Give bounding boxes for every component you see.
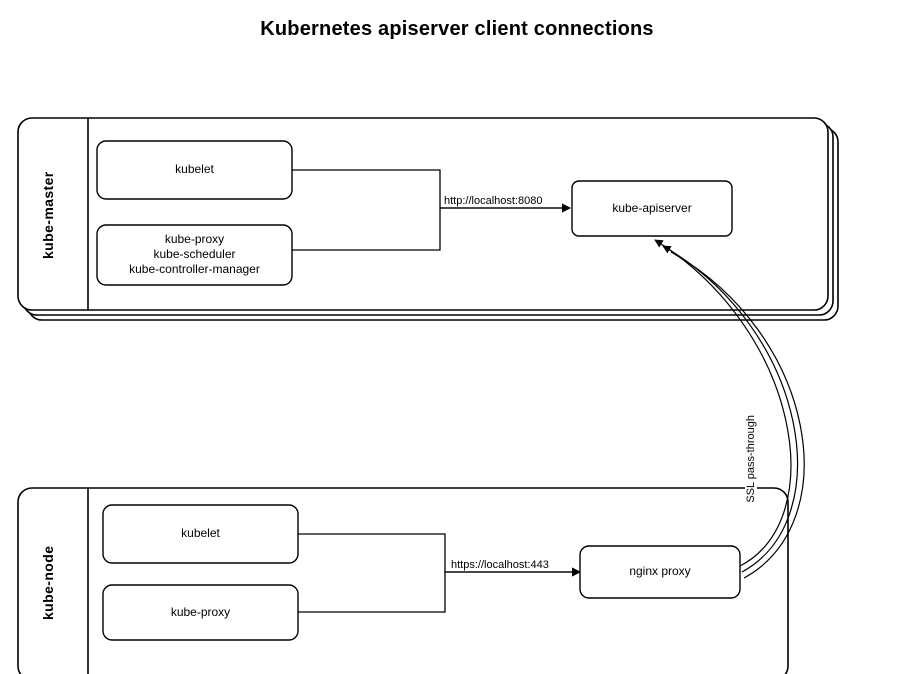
box-nginx-proxy (580, 546, 740, 598)
edge-label-http-localhost-8080: http://localhost:8080 (444, 195, 543, 207)
box-control-plane-components (97, 225, 292, 285)
edge-label-https-localhost-443: https://localhost:443 (451, 559, 549, 571)
box-kube-apiserver (572, 181, 732, 236)
label-kubelet-master: kubelet (175, 162, 214, 176)
box-kubelet-node (103, 505, 298, 563)
label-kubelet-node: kubelet (181, 526, 220, 540)
group-label-kube-node: kube-node (40, 545, 56, 620)
label-control-plane-components: kube-proxy kube-scheduler kube-controller-manager (129, 232, 260, 276)
page-title: Kubernetes apiserver client connections (260, 18, 654, 40)
edge-label-ssl-pass-through: SSL pass-through (745, 415, 757, 503)
label-kube-proxy-node: kube-proxy (170, 605, 231, 619)
box-kube-proxy-node (103, 585, 298, 640)
label-nginx-proxy: nginx proxy (629, 564, 691, 578)
group-label-kube-master: kube-master (40, 171, 56, 259)
label-kube-apiserver: kube-apiserver (612, 201, 692, 215)
box-kubelet-master (97, 141, 292, 199)
